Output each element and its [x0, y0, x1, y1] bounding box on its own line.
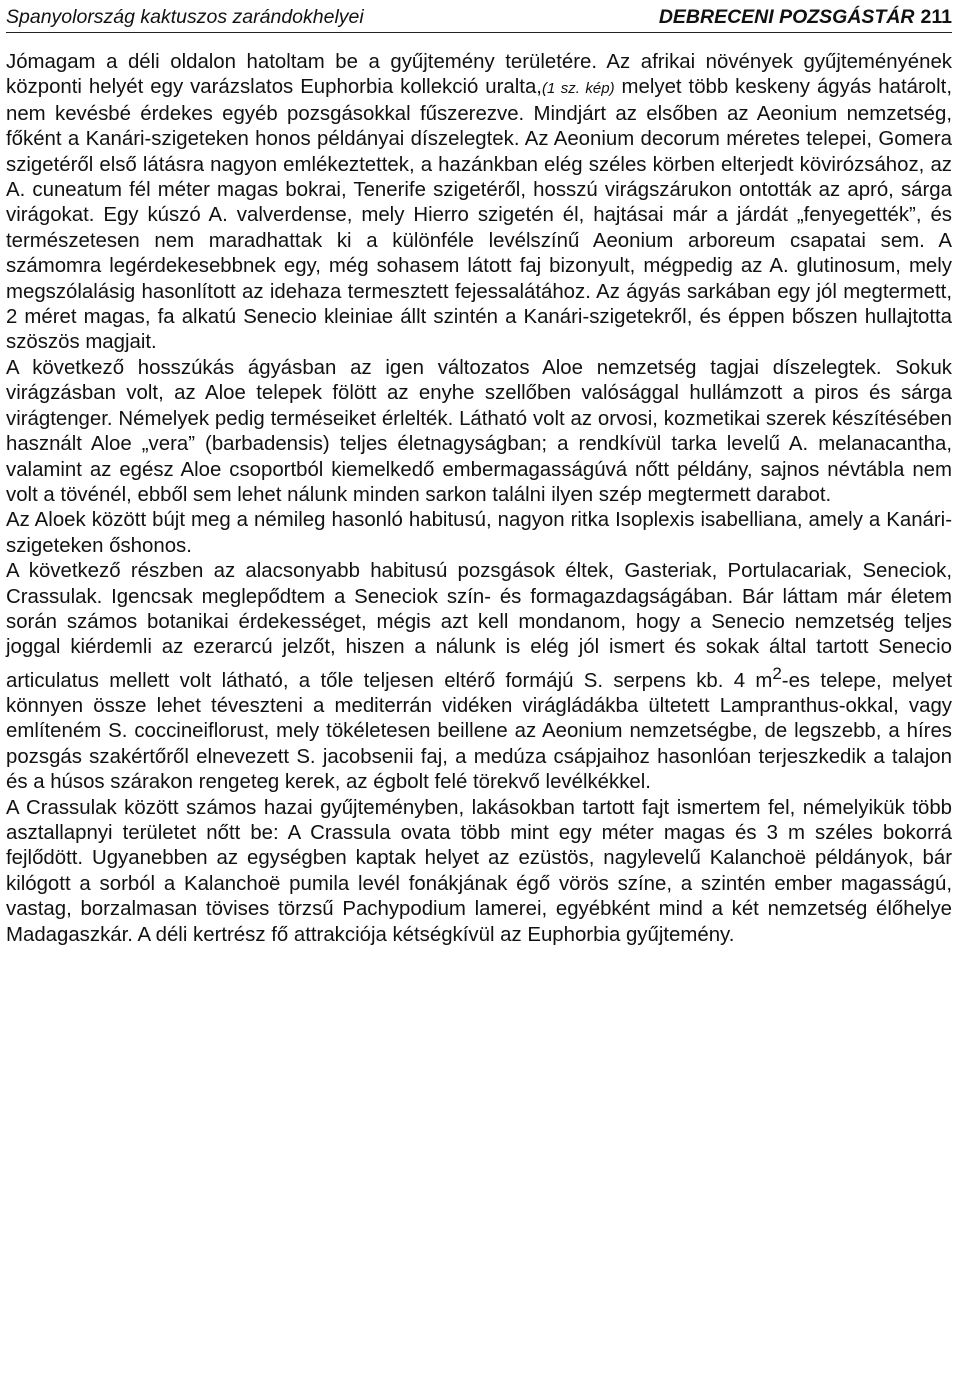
- paragraph: [6, 559, 952, 795]
- document-page: [6, 0, 952, 1390]
- running-header: [6, 4, 952, 34]
- paragraph: Az Aloek között bújt meg a némileg hasonló habitusú, nagyon ritka Isoplexis isabelliana, amely a Kanári-szigeteken őshonos.: [6, 509, 952, 557]
- journal-info: [659, 4, 952, 30]
- paragraph: [6, 50, 952, 356]
- superscript: 2: [772, 663, 782, 683]
- paragraph: A következő hosszúkás ágyásban az igen változatos Aloe nemzetség tagjai díszelegtek. Sokuk virágzásban volt, az Aloe telepek fölött az enyhe szellőben valósággal hullámzott a piros és sárga virágtenger. Némelyek pedig terméseiket érlelték. Látható volt az orvosi, kozmetikai szerek készítésében használt Aloe „vera” (barbadensis) teljes életnagyságban; a rendkívül tarka levelű A. melanacantha, valamint az egész Aloe csoportból kiemelkedő embermagasságúvá nőtt példány, sajnos névtábla nem volt a tövénél, ebből sem lehet nálunk minden sarkon találni ilyen szép megtermett darabot.: [6, 356, 952, 506]
- article-title: Spanyolország kaktuszos zarándokhelyei: [6, 6, 364, 28]
- paragraph-text: A következő részben az alacsonyabb habitusú pozsgások éltek, Gasteriak, Portulacariak, Seneciok, Crassulak. Igencsak meglepődtem a Seneciok szín- és formagazdagságában. Bár láttam már életem során számos botanikai érdekességet, mégis azt kell mondanom, hogy a Senecio nemzetség teljes joggal kiérdemli az ezerarcú jelzőt, hiszen a nálunk is elég jól ismert és sokak által tartott Senecio articulatus mellett volt látható, a tőle teljesen eltérő formájú S. serpens kb. 4 m: [6, 560, 952, 692]
- paragraph-text: -es telepe, melyet könnyen össze lehet téveszteni a mediterrán vidéken virágládákba ültetett Lampranthus-okkal, vagy említeném S. coccineiflorust, mely tökéletesen beillene az Aeonium nemzetségbe, de legszebb, a híres pozsgás szakértőről elnevezett S. jacobsenii faj, a medúza csápjaihoz hasonlóan terjeszkedik a talajon és a húsos szárakon rengeteg kerek, az égbolt felé törekvő levélkékkel.: [6, 669, 952, 794]
- image-reference: (1 sz. kép): [541, 80, 615, 98]
- header-rule: [6, 32, 952, 33]
- paragraph-text: melyet több keskeny ágyás határolt, nem kevésbé érdekes egyéb pozsgásokkal fűszerezve. Mindjárt az elsőben az Aeonium nemzetség, főként a Kanári-szigeteken honos példányai díszelegtek. Az Aeonium decorum méretes telepei, Gomera szigetéről első látásra nagyon emlékeztettek, a hazánkban elég széles körben elterjedt kövirózsához, az A. cuneatum fél méter magas bokrai, Tenerife szigetéről, hosszú virágszárukon ontották az apró, sárga virágokat. Egy kúszó A. valverdense, mely Hierro szigetén él, hajtásai már a járdát „fenyegették”, és természetesen nem maradhattak ki a különféle levélszínű Aeonium arboreum csapatai sem. A számomra legérdekesebbnek egy, még sohasem látott faj bizonyult, mégpedig az A. glutinosum, mely megszólalásig hasonlított az idehaza termesztett fejessalátához. Az ágyás sarkában egy jól megtermett, 2 méret magas, fa alkatú Senecio kleiniae állt szintén a Kanári-szigetekről, és éppen bőszen hullajtotta szöszös magjait.: [6, 76, 952, 354]
- journal-name: DEBRECENI POZSGÁSTÁR: [658, 6, 915, 28]
- paragraph: A Crassulak között számos hazai gyűjteményben, lakásokban tartott fajt ismertem fel, némelyikük több asztallapnyi területet nőtt be: A Crassula ovata több mint egy méter magas és 3 m széles bokorrá fejlődött. Ugyanebben az egységben kaptak helyet az ezüstös, nagylevelű Kalanchoë példányok, bár kilógott a sorból a Kalanchoë pumila levél fonákjának égő vörös színe, a szintén ember magasságú, vastag, borzalmasan tövises törzsű Pachypodium lamerei, egyébként mind a két nemzetség élőhelye Madagaszkár. A déli kertrész fő attrakciója kétségkívül az Euphorbia gyűjtemény.: [6, 796, 952, 946]
- paragraph-text: Jómagam a déli oldalon hatoltam be a gyűjtemény területére. Az afrikai növények gyűjteményének központi helyét egy varázslatos Euphorbia kollekció uralta,: [6, 51, 952, 99]
- article-body: [6, 50, 952, 948]
- page-number: 211: [920, 6, 952, 28]
